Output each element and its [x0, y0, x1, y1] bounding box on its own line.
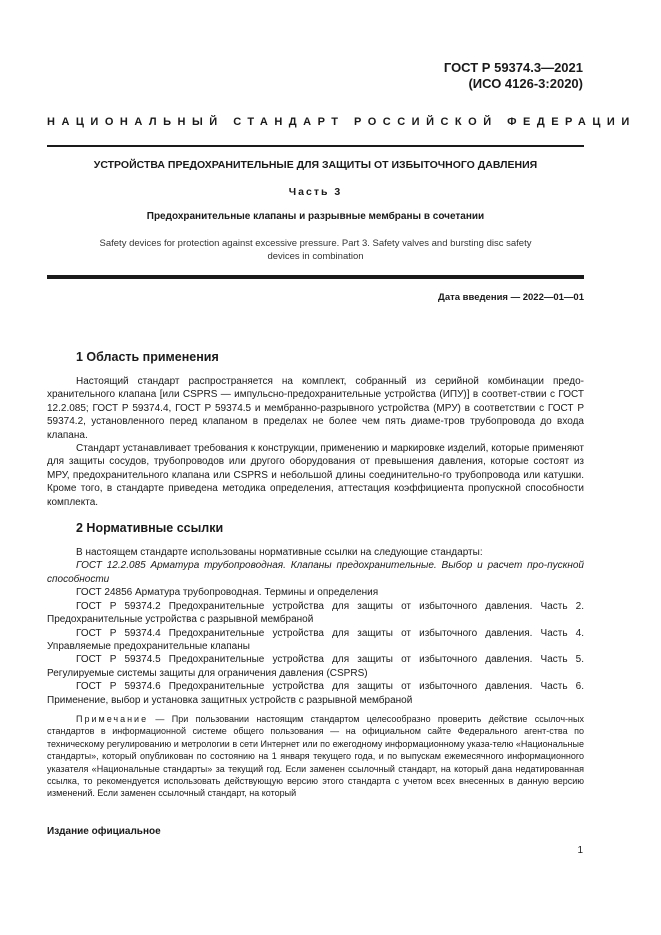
document-title: УСТРОЙСТВА ПРЕДОХРАНИТЕЛЬНЫЕ ДЛЯ ЗАЩИТЫ ОТ ИЗБЫТОЧНОГО ДАВЛЕНИЯ	[93, 159, 538, 171]
reference-item: ГОСТ 24856 Арматура трубопроводная. Термины и определения	[76, 587, 379, 599]
reference-item: ГОСТ 12.2.085 Арматура трубопроводная. Клапаны предохранительные. Выбор и расчет про-пускной способности	[47, 560, 584, 585]
paragraph: В настоящем стандарте использованы нормативные ссылки на следующие стандарты:	[76, 547, 483, 559]
reference-item: ГОСТ Р 59374.2 Предохранительные устройства для защиты от избыточного давления. Часть 2. Предохранительные устройства с разрывной мембраной	[47, 600, 584, 626]
english-title-line1: Safety devices for protection against excessive pressure. Part 3. Safety valves and bursting disc safety	[99, 238, 532, 249]
page-number: 1	[577, 845, 583, 856]
spacer	[47, 509, 584, 521]
paragraph: Настоящий стандарт распространяется на комплект, собранный из серийной комбинации предо-хранительного клапана [или CSPRS — импульсно-предохранительные устройства (ИПУ)] в соответ-ствии с ГОСТ 12.2.085; ГОСТ Р 59374.4, ГОСТ Р 59374.5 и мембранно-разрывного устройства (МРУ) в соответствии с ГОСТ Р 59374.2, установленного перед клапаном в пределах не более чем пять диаме-тров трубопровода до входа клапана.	[47, 376, 584, 441]
divider-thin	[47, 145, 584, 147]
standard-code	[444, 60, 583, 92]
note-label: Примечание	[76, 713, 149, 724]
reference-item: ГОСТ Р 59374.4 Предохранительные устройства для защиты от избыточного давления. Часть 4. Управляемые предохранительные клапаны	[47, 627, 584, 652]
national-standard-heading: НАЦИОНАЛЬНЫЙ СТАНДАРТ РОССИЙСКОЙ ФЕДЕРАЦИИ	[47, 116, 636, 128]
reference-item: ГОСТ Р 59374.5 Предохранительные устройства для защиты от избыточного давления. Часть 5. Регулируемые системы защиты для ограничения давления (CSPRS)	[47, 654, 584, 679]
document-subtitle: Предохранительные клапаны и разрывные мембраны в сочетании	[146, 211, 485, 222]
note	[47, 713, 584, 800]
introduction-date: Дата введения — 2022—01—01	[438, 292, 584, 303]
section-heading-references: 2 Нормативные ссылки	[76, 521, 224, 536]
document-body	[47, 350, 584, 800]
note-text: — При пользовании настоящим стандартом целесообразно проверить действие ссылоч-ных стандартов в информационной системе общего пользования — на официальном сайте Федерального агент-ства по техническому регулированию и метрологии в сети Интернет или по ежегодному информационному указа-телю «Национальные стандарты», который опубликован по состоянию на 1 января текущего года, и по выпускам ежемесячного информационного указателя «Национальные стандарты» за текущий год. Если заменен ссылочный стандарт, на который дана недатированная ссылка, то рекомендуется использовать действующую версию этого стандарта с учетом всех внесенных в данную версию изменений. Если заменен ссылочный стандарт, на который	[47, 713, 584, 799]
paragraph: Стандарт устанавливает требования к конструкции, применению и маркировке изделий, которые применяют для защиты сосудов, трубопроводов или другого оборудования от превышения давления, которые состоят из МРУ, предохранительного клапана или CSPRS и небольшой длины соединительно-го трубопровода или катушки. Кроме того, в стандарте приведена методика определения, аттестация коэффициента пропускной способности комплекта.	[47, 443, 584, 508]
standard-code-iso: (ИСО 4126-3:2020)	[468, 76, 583, 91]
reference-item: ГОСТ Р 59374.6 Предохранительные устройства для защиты от избыточного давления. Часть 6. Применение, выбор и установка защитных устройств с разрывной мембраной	[47, 681, 584, 706]
section-heading-scope: 1 Область применения	[76, 350, 219, 364]
english-title	[47, 237, 584, 263]
standard-code-gost: ГОСТ Р 59374.3—2021	[443, 60, 583, 75]
english-title-line2: devices in combination	[267, 251, 364, 262]
divider-thick	[47, 275, 584, 279]
part-label: Часть 3	[288, 186, 343, 198]
official-edition-label: Издание официальное	[47, 826, 161, 837]
